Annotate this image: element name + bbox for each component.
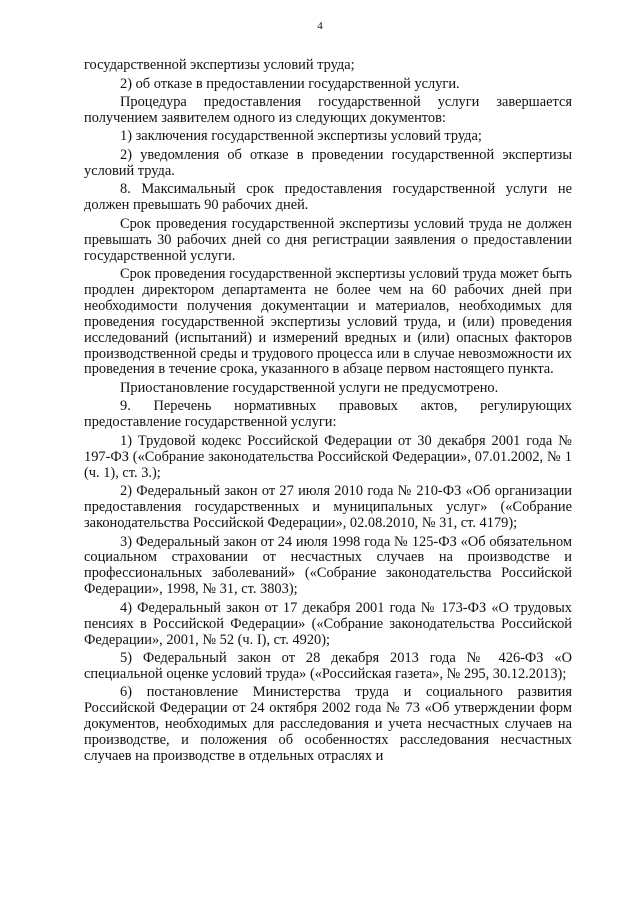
paragraph: Срок проведения государственной экспертизы условий труда может быть продлен директором департамента не более чем на 60 рабочих дней при необходимости получения документации и материалов, необходимых для проведения государственной экспертизы условий труда, и (или) проведения исследований (испытаний) и измерений вредных и (или) опасных факторов производственной среды и трудового процесса или в случае невозможности их проведения в течение срока, указанного в абзаце первом настоящего пункта. [84,266,572,378]
paragraph: 4) Федеральный закон от 17 декабря 2001 года № 173-ФЗ «О трудовых пенсиях в Российской Федерации» («Собрание законодательства Российской Федерации», 2001, № 52 (ч. I), ст. 4920); [84,599,572,648]
document-body [84,58,572,768]
page-number: 4 [317,20,323,32]
paragraph: 2) уведомления об отказе в проведении государственной экспертизы условий труда. [84,146,572,179]
paragraph: 3) Федеральный закон от 24 июля 1998 года № 125-ФЗ «Об обязательном социальном страховании от несчастных случаев на производстве и профессиональных заболеваний» («Собрание законодательства Российской Федерации», 1998, № 31, ст. 3803); [84,533,572,598]
paragraph: 1) заключения государственной экспертизы условий труда; [120,128,482,145]
paragraph: 2) Федеральный закон от 27 июля 2010 года № 210-ФЗ «Об организации предоставления государственных и муниципальных услуг» («Собрание законодательства Российской Федерации», 02.08.2010, № 31, ст. 4179); [84,483,572,531]
paragraph: 5) Федеральный закон от 28 декабря 2013 года № 426-ФЗ «О специальной оценке условий труда» («Российская газета», № 295, 30.12.2013); [84,650,572,682]
paragraph: государственной экспертизы условий труда; [84,57,355,73]
paragraph: 1) Трудовой кодекс Российской Федерации от 30 декабря 2001 года № 197-ФЗ («Собрание законодательства Российской Федерации», 07.01.2002, № 1 (ч. 1), ст. 3.); [84,432,572,481]
paragraph: 6) постановление Министерства труда и социального развития Российской Федерации от 24 октября 2002 года № 73 «Об утверждении форм документов, необходимых для расследования и учета несчастных случаев на производстве, и положения об особенностях расследования несчастных случаев на производстве в отдельных отраслях и [84,684,572,765]
paragraph: Приостановление государственной услуги не предусмотрено. [120,379,499,396]
paragraph: 2) об отказе в предоставлении государственной услуги. [120,75,460,92]
paragraph: 8. Максимальный срок предоставления государственной услуги не должен превышать 90 рабочих дней. [84,181,572,214]
paragraph: Процедура предоставления государственной услуги завершается получением заявителем одного из следующих документов: [84,94,572,126]
paragraph: 9. Перечень нормативных правовых актов, регулирующих предоставление государственной услуги: [84,398,572,431]
paragraph: Срок проведения государственной экспертизы условий труда не должен превышать 30 рабочих дней со дня регистрации заявления о предоставлении государственной услуги. [84,215,572,264]
